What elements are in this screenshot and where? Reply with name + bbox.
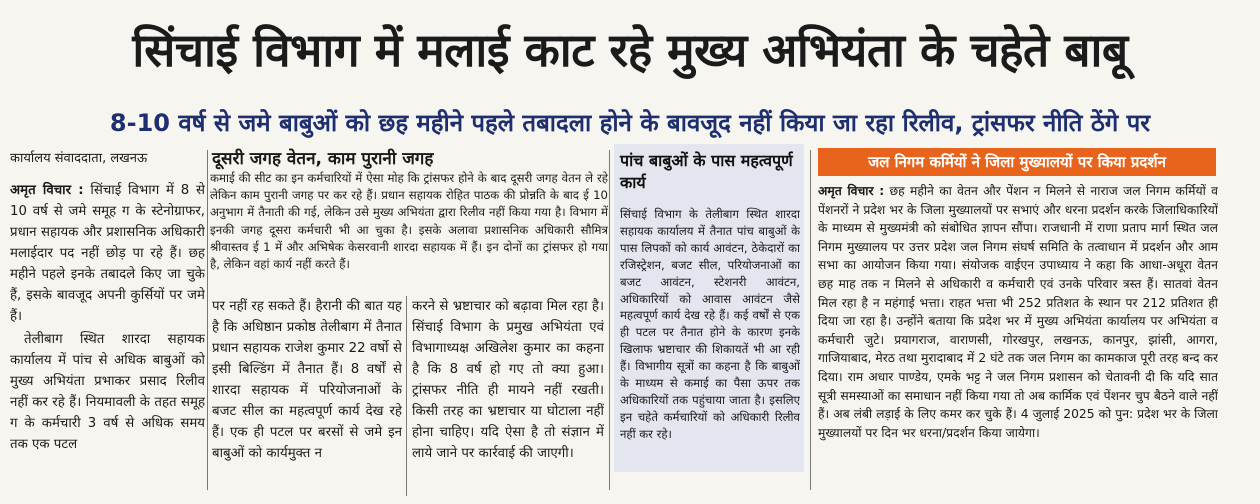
right-banner: जल निगम कर्मियों ने जिला मुख्यालयों पर किया प्रदर्शन xyxy=(818,148,1216,176)
sidebar-heading: पांच बाबुओं के पास महत्वपूर्ण कार्य xyxy=(620,151,793,192)
byline: कार्यालय संवाददाता, लखनऊ xyxy=(10,151,148,166)
box-text: कमाई की सीट का इन कर्मचारियों में ऐसा मोह कि ट्रांसफर होने के बाद दूसरी जगह वेतन ले रहे लेकिन काम पुरानी जगह पर कर रहे हैं। प्रधान सहायक रोहित पाठक की प्रोन्नति के बाद ई 10 अनुभाग में तैनाती की गई, लेकिन उसे मुख्य अभियंता द्वारा रिलीव नहीं किया गया है। विभाग में इनकी जगह दूसरा कर्मचारी भी आ चुका है। इसके अलावा प्रशासनिक अधिकारी सौमित्र श्रीवास्तव ई 1 में और अभिषेक केसरवानी शारदा सहायक में हैं। इन दोनों का ट्रांसफर हो गया है, लेकिन वहां कार्य नहीं करते हैं। xyxy=(210,171,608,272)
main-column-1 xyxy=(10,180,205,502)
right-text: छह महीने का वेतन और पेंशन न मिलने से नाराज जल निगम कर्मियों व पेंशनरों ने प्रदेश भर के जिला मुख्यालयों पर सभाएं और धरना प्रदर्शन करके जिलाधिकारियों के माध्यम से मुख्यमंत्री को संबोधित ज्ञापन सौंपा। राजधानी में राणा प्रताप मार्ग स्थित जल निगम मुख्यालय पर उत्तर प्रदेश जल निगम संघर्ष समिति के तत्वाधान में प्रदर्शन और आम सभा का आयोजन किया गया। संयोजक वाईएन उपाध्याय ने कहा कि आधा-अधूरा वेतन छह माह तक न मिलने से अधिकारी व कर्मचारी एवं उनके परिवार त्रस्त हैं। सातवां वेतन मिल रहा है न महंगाई भत्ता। राहत भत्ता भी 252 प्रतिशत के स्थान पर 212 प्रतिशत ही दिया जा रहा है। उन्होंने बताया कि प्रदेश भर में मुख्य अभियंता कार्यालय पर अभियंता व कर्मचारी जुटे। प्रयागराज, वाराणसी, गोरखपुर, लखनऊ, कानपुर, झांसी, आगरा, गाजियाबाद, मेरठ तथा मुरादाबाद में 2 घंटे तक जल निगम का कामकाज पूरी तरह बन्द कर दिया। राम अधार पाण्डेय, एमके भट्ट ने जल निगम प्रशासन को चेतावनी दी कि यदि सात सूत्री समस्याओं का समाधान नहीं किया गया तो अब कार्मिक एवं पेंशनर चुप बैठने वाले नहीं हैं। अब लंबी लड़ाई के लिए कमर कर चुके हैं। 4 जुलाई 2025 को पुन: प्रदेश भर के जिला मुख्यालयों पर दिन भर धरना/प्रदर्शन किया जायेगा। xyxy=(818,184,1218,440)
sidebar-text: सिंचाई विभाग के तेलीबाग स्थित शारदा सहायक कार्यालय में तैनात पांच बाबुओं के पास लिपकों को कार्य आवंटन, ठेकेदारों का रजिस्ट्रेशन, बजट सील, परियोजनाओं का बजट आवंटन, स्टेशनरी आवंटन, अधिकारियों को आवास आवंटन जैसे महत्वपूर्ण कार्य देख रहे हैं। कई वर्षों से एक ही पटल पर तैनात होने के कारण इनके खिलाफ भ्रष्टाचार की शिकायतें भी आ रही हैं। विभागीय सूत्रों का कहना है कि बाबुओं के माध्यम से कमाई का पैसा ऊपर तक अधिकारियों तक पहुंचाया जाता है। इसलिए इन चहेते कर्मचारियों को अधिकारी रिलीव नहीं कर रहे। xyxy=(620,207,800,441)
main-text-1: सिंचाई विभाग में 8 से 10 वर्ष से जमे समूह ग के स्टेनोग्राफर, प्रधान सहायक और प्रशासनिक अधिकारी मलाईदार पद नहीं छोड़ पा रहे हैं। छह महीने पहले इनके तबादले किए जा चुके हैं, इसके बावजूद अपनी कुर्सियों पर जमे हैं। xyxy=(10,183,205,324)
column-divider xyxy=(810,150,811,490)
main-paragraph-2: तेलीबाग स्थित शारदा सहायक कार्यालय में पांच से अधिक बाबुओं को मुख्य अभियंता प्रभाकर प्रसाद रिलीव नहीं कर रहे हैं। नियमावली के तहत समूह ग के कर्मचारी 3 वर्ष से अधिक समय तक एक पटल xyxy=(10,332,205,452)
column-divider xyxy=(406,296,407,496)
dateline: अमृत विचार : xyxy=(10,183,84,198)
main-column-2: पर नहीं रह सकते हैं। हैरानी की बात यह है कि अधिष्ठान प्रकोष्ठ तेलीबाग में तैनात प्रधान सहायक राजेश कुमार 22 वर्षो से इसी बिल्डिंग में तैनात हैं। 8 वर्षों से शारदा सहायक में परियोजनाओं के बजट सील का महत्वपूर्ण कार्य देख रहे हैं। एक ही पटल पर बरसों से जमे इन बाबुओं को कार्यमुक्त न xyxy=(212,299,402,461)
main-paragraph-1 xyxy=(10,180,205,327)
right-article xyxy=(818,182,1218,476)
right-dateline: अमृत विचार : xyxy=(818,184,885,198)
box-heading: दूसरी जगह वेतन, काम पुरानी जगह xyxy=(212,149,434,169)
headline: सिंचाई विभाग में मलाई काट रहे मुख्य अभियंता के चहेते बाबू xyxy=(132,23,1128,77)
main-column-3: करने से भ्रष्टाचार को बढ़ावा मिल रहा है। सिंचाई विभाग के प्रमुख अभियंता एवं विभागाध्यक्ष अखिलेश कुमार का कहना है कि 8 वर्ष हो गए तो क्या हुआ। ट्रांसफर नीति ही मायने नहीं रखती। किसी तरह का भ्रष्टाचार या घोटाला नहीं होना चाहिए। यदि ऐसा है तो संज्ञान में लाये जाने पर कार्रवाई की जाएगी। xyxy=(412,299,604,461)
subheadline: 8-10 वर्ष से जमे बाबुओं को छह महीने पहले तबादला होने के बावजूद नहीं किया जा रहा रिलीव, ट्रांसफर नीति ठेंगे पर xyxy=(109,108,1151,137)
column-divider xyxy=(207,150,208,490)
column-divider xyxy=(609,150,610,490)
